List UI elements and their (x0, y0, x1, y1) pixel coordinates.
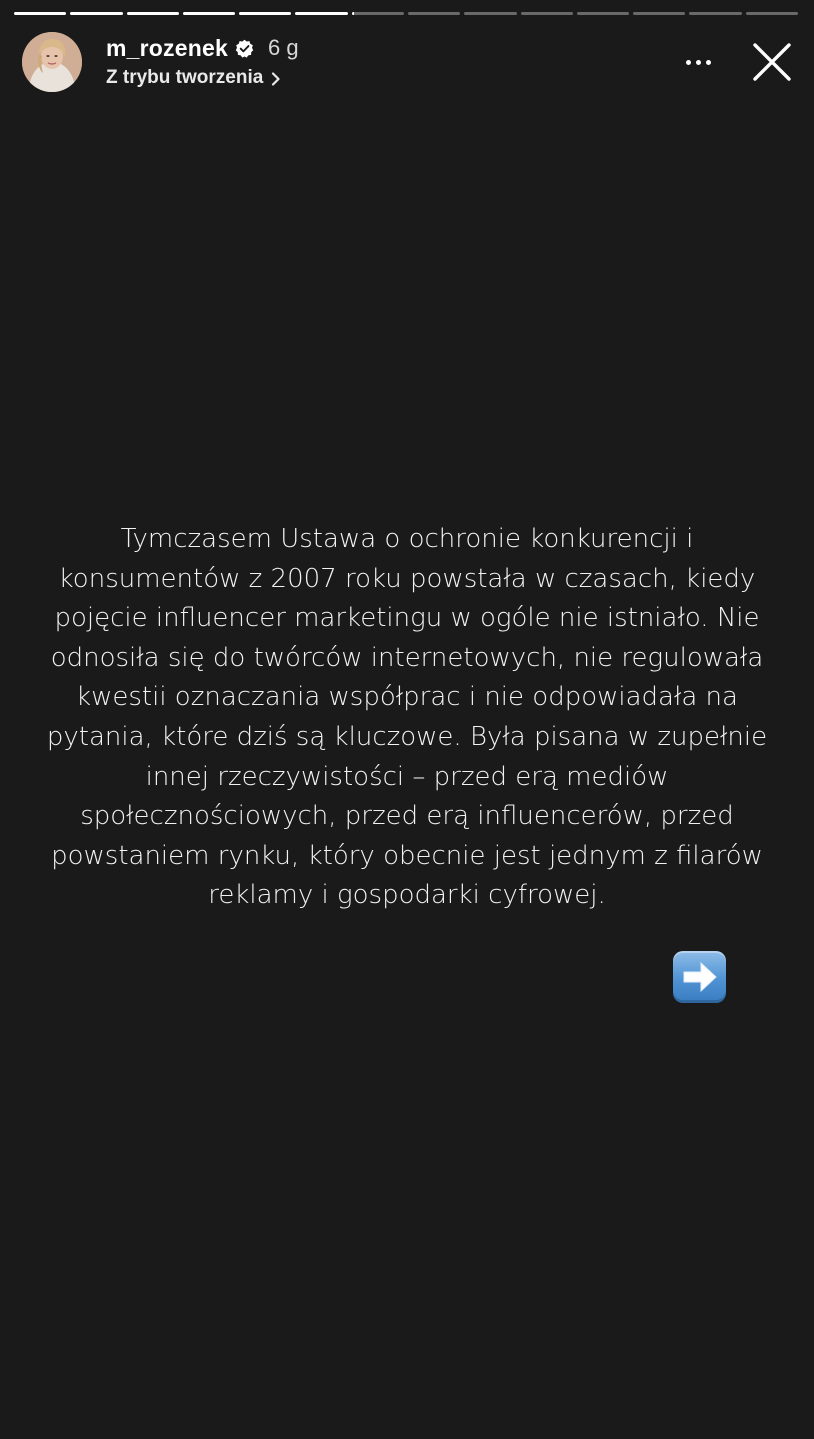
close-icon[interactable] (750, 40, 794, 84)
user-info (106, 32, 299, 92)
progress-segment (577, 12, 629, 15)
progress-segment-fill (14, 12, 66, 15)
progress-segment (633, 12, 685, 15)
progress-segment (408, 12, 460, 15)
progress-segment (746, 12, 798, 15)
chevron-right-icon (271, 71, 281, 85)
progress-segment (295, 12, 347, 15)
progress-segment-fill (239, 12, 291, 15)
story-header (22, 32, 796, 94)
right-arrow-emoji (673, 951, 726, 1003)
progress-segment-fill (183, 12, 235, 15)
post-time: 6 g (267, 35, 299, 60)
progress-segment (70, 12, 122, 15)
progress-segment (239, 12, 291, 15)
username-row (106, 32, 299, 64)
progress-segment (464, 12, 516, 15)
progress-segment (183, 12, 235, 15)
progress-segment-fill (352, 12, 355, 15)
progress-segment (127, 12, 179, 15)
story-text: Tymczasem Ustawa o ochronie konkurencji i konsumentów z 2007 roku powstała w czasach, kiedy pojęcie influencer marketingu w ogóle nie istniało. Nie odnosiła się do twórców internetowych, nie regulowała kwestii oznaczania współprac i nie odpowiadała na pytania, które dziś są kluczowe. Była pisana w zupełnie innej rzeczywistości – przed erą mediów społecznościowych, przed erą influencerów, przed powstaniem rynku, który obecnie jest jednym z filarów reklamy i gospodarki cyfrowej. (46, 524, 768, 911)
progress-segment (689, 12, 741, 15)
more-dot (696, 60, 701, 65)
story-progress-bar (14, 12, 798, 16)
creation-mode-link[interactable] (106, 64, 299, 92)
profile-photo (22, 32, 82, 92)
progress-segment (14, 12, 66, 15)
verified-badge-icon (235, 39, 254, 58)
more-dot (686, 60, 691, 65)
progress-segment-fill (295, 12, 347, 15)
more-options-icon[interactable] (678, 50, 718, 74)
progress-segment (352, 12, 404, 15)
progress-segment-fill (127, 12, 179, 15)
progress-segment (521, 12, 573, 15)
username[interactable]: m_rozenek (106, 34, 228, 61)
more-dot (706, 60, 711, 65)
avatar[interactable] (22, 32, 82, 92)
creation-mode-label: Z trybu tworzenia (106, 67, 264, 88)
progress-segment-fill (70, 12, 122, 15)
